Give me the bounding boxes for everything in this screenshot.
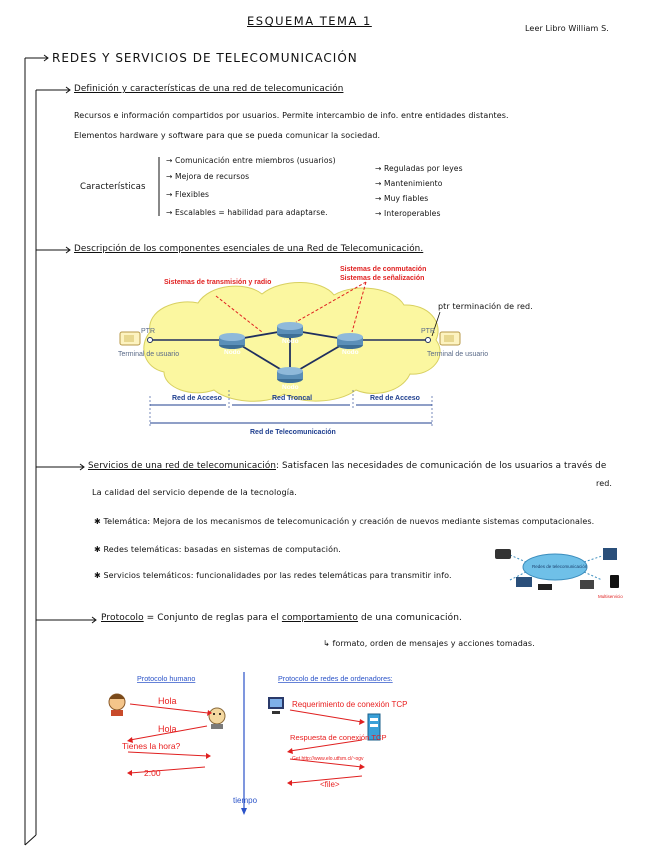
red-acceso-right-label: Red de Acceso <box>370 395 420 402</box>
servicios-bullet: ✱ Servicios telemáticos: funcionalidades por las redes telemáticas para transmitir info. <box>94 571 452 580</box>
node-label: Nodo <box>282 384 299 391</box>
computer-msg: Respuesta de conexión TCP <box>290 733 387 742</box>
red-telecom-label: Red de Telecomunicación <box>250 429 336 436</box>
computer-icon <box>268 697 284 714</box>
protocolo-word: Protocolo <box>101 613 144 623</box>
bullet-text: Telemática: Mejora de los mecanismos de telecomunicación y creación de nuevos mediante sistemas computacionales. <box>103 517 595 526</box>
person-left-icon <box>109 694 125 716</box>
bullet-text: Servicios telemáticos: funcionalidades por las redes telemáticas para transmitir info. <box>103 571 452 580</box>
computer-protocol-title: Protocolo de redes de ordenadores: <box>278 674 393 683</box>
main-title: REDES Y SERVICIOS DE TELECOMUNICACIÓN <box>52 51 358 65</box>
caract-right-item: → Reguladas por leyes <box>375 164 463 173</box>
caract-right-item: → Interoperables <box>375 209 441 218</box>
caract-left-item: → Escalables = habilidad para adaptarse. <box>166 208 328 217</box>
caract-left-item: → Comunicación entre miembros (usuarios) <box>166 156 336 165</box>
servicios-bullet: ✱ Telemática: Mejora de los mecanismos de telecomunicación y creación de nuevos mediante sistemas computacionales. <box>94 517 595 526</box>
bullet-text: Redes telemáticas: basadas en sistemas de computación. <box>103 545 341 554</box>
human-msg: Tienes la hora? <box>122 741 181 751</box>
caracteristicas-label: Características <box>80 182 146 192</box>
caract-left-item: → Mejora de recursos <box>166 172 250 181</box>
terminal-left-text: Terminal de usuario <box>118 351 180 358</box>
servicios-desc-end: red. <box>596 479 613 488</box>
computer-msg: <file> <box>320 780 340 789</box>
servicios-bullet: ✱ Redes telemáticas: basadas en sistemas de computación. <box>94 545 341 554</box>
human-msg: Hola <box>158 696 177 706</box>
caract-right-item: → Mantenimiento <box>375 179 443 188</box>
terminal-right-text: Terminal de usuario <box>427 351 489 358</box>
reading-note: Leer Libro William S. <box>525 24 609 33</box>
definition-line-1: Recursos e información compartidos por usuarios. Permite intercambio de info. entre entidades distantes. <box>74 111 509 120</box>
servicios-line-2: La calidad del servicio depende de la tecnología. <box>92 487 298 497</box>
protocolo-def-pre: = Conjunto de reglas para el <box>143 613 282 623</box>
mini-device-label: Multiservicio <box>598 594 623 599</box>
human-msg: 2:00 <box>144 768 161 778</box>
caract-left-item: → Flexibles <box>166 190 210 199</box>
red-acceso-left-label: Red de Acceso <box>172 395 222 402</box>
computer-msg: Get http://www.elo.utfsm.cl/~ogv <box>292 756 364 762</box>
label-transmision: Sistemas de transmisión y radio <box>164 279 272 286</box>
caract-right-item: → Muy fiables <box>375 194 429 203</box>
node-label: Nodo <box>282 338 299 345</box>
protocolo-sub: ↳ formato, orden de mensajes y acciones tomadas. <box>323 639 535 648</box>
red-troncal-label: Red Troncal <box>272 395 313 402</box>
protocolo-def-post: de una comunicación. <box>358 613 463 623</box>
node-label: Nodo <box>224 349 241 356</box>
ptr-left-label: PTR <box>141 328 155 335</box>
section-heading-descripcion: Descripción de los componentes esenciales de una Red de Telecomunicación. <box>74 244 424 254</box>
node-label: Nodo <box>342 349 359 356</box>
human-protocol-title: Protocolo humano <box>137 674 196 683</box>
mini-cloud-label: Redes de telecomunicación <box>532 564 588 569</box>
servicios-title: Servicios de una red de telecomunicación <box>88 461 277 471</box>
computer-msg: Requerimiento de conexión TCP <box>292 700 408 709</box>
definition-line-2: Elementos hardware y software para que se pueda comunicar la sociedad. <box>74 131 381 140</box>
section-heading-definicion: Definición y características de una red de telecomunicación <box>74 84 344 94</box>
ptr-note: ptr terminación de red. <box>438 302 533 311</box>
page-title: ESQUEMA TEMA 1 <box>247 14 372 28</box>
servicios-desc: : Satisfacen las necesidades de comunicación de los usuarios a través de <box>276 461 607 471</box>
label-senalizacion: Sistemas de señalización <box>340 275 425 282</box>
time-label: tiempo <box>233 796 258 805</box>
ptr-right-label: PTR <box>421 328 435 335</box>
protocolo-def-word: comportamiento <box>281 613 359 623</box>
person-right-icon <box>209 708 225 729</box>
human-msg: Hola <box>158 724 177 734</box>
label-conmutacion: Sistemas de conmutación <box>340 266 427 273</box>
